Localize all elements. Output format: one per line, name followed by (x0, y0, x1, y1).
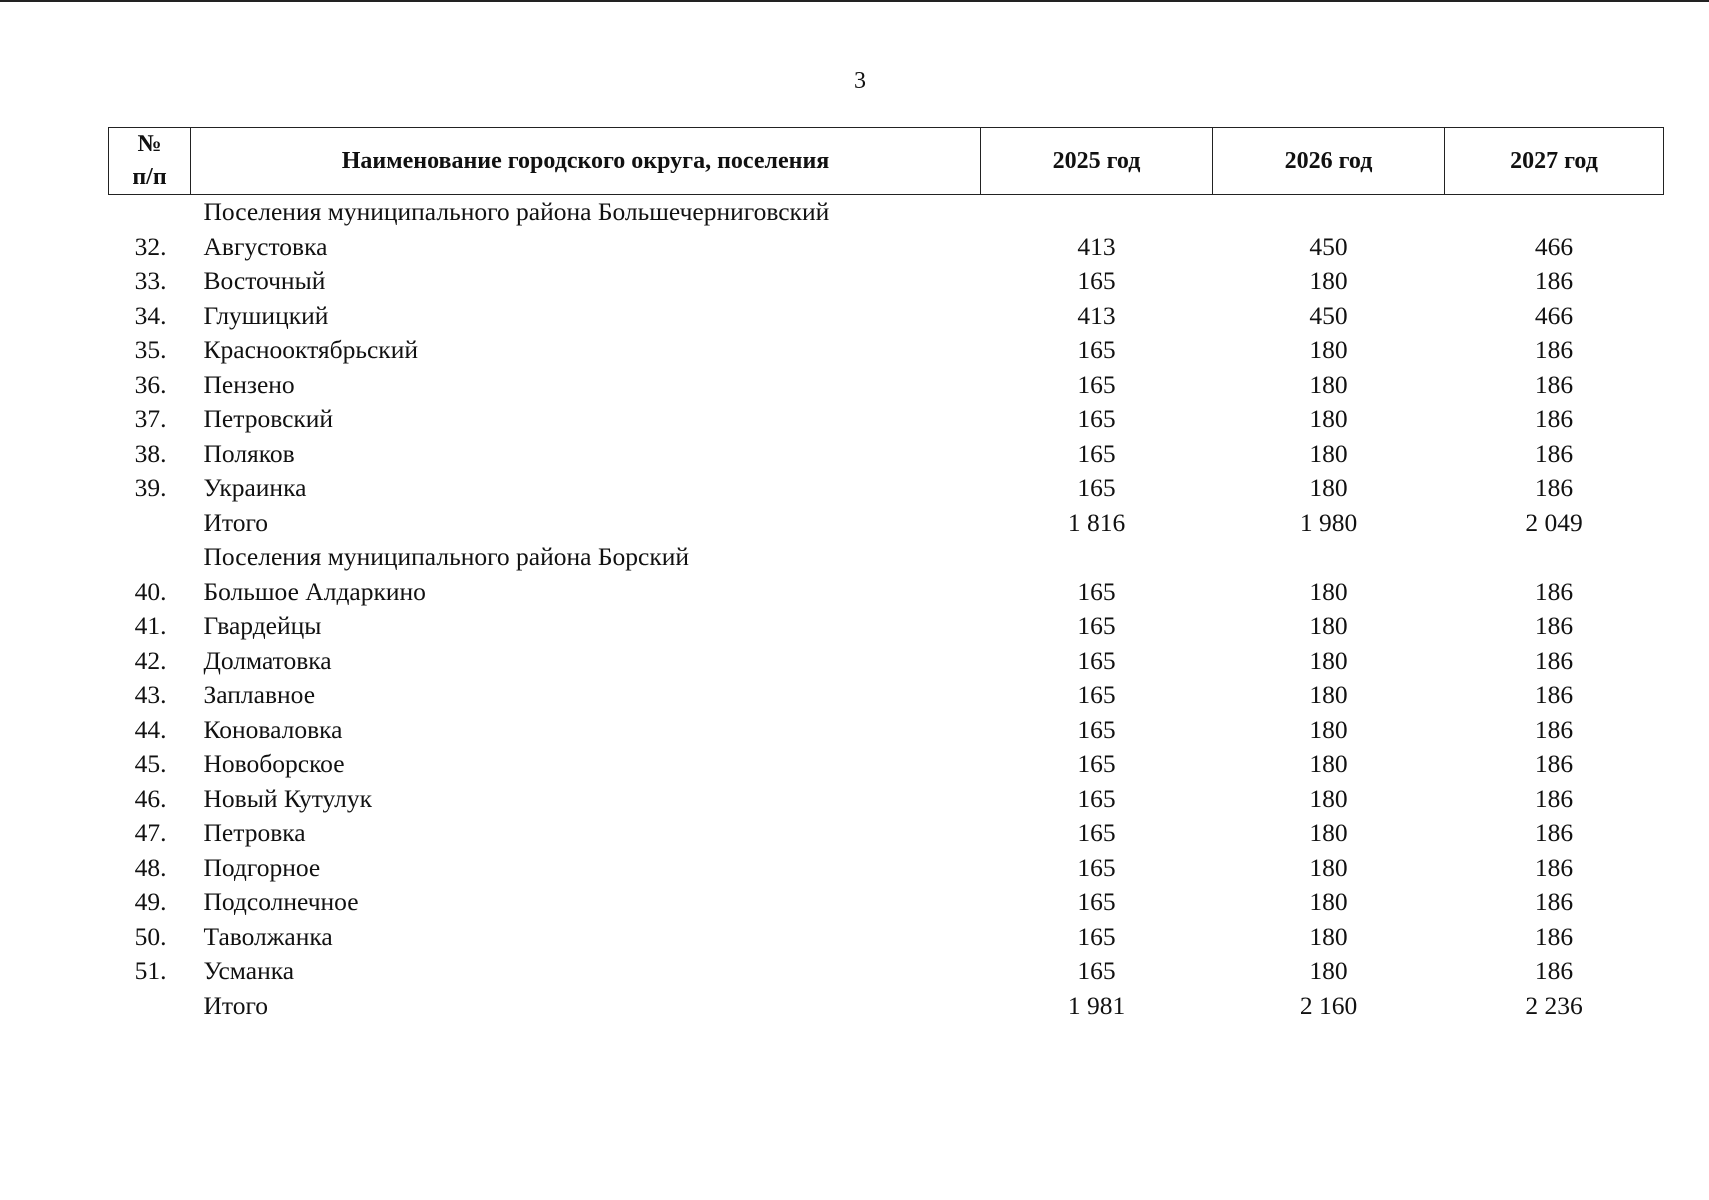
table-row (109, 368, 1664, 403)
row-number: 39. (134, 473, 167, 503)
row-number: 38. (134, 438, 167, 468)
value-2026: 180 (1309, 818, 1348, 848)
value-2025: 165 (1077, 335, 1116, 365)
row-number: 33. (134, 266, 167, 296)
value-2027: 186 (1534, 404, 1574, 434)
value-2027: 2 236 (1525, 990, 1583, 1020)
value-2025: 165 (1077, 714, 1116, 744)
value-2027: 186 (1534, 680, 1574, 710)
table-row (109, 609, 1664, 644)
value-2026: 180 (1309, 335, 1348, 365)
value-2026: 180 (1309, 887, 1348, 917)
page-number: 3 (854, 68, 866, 94)
value-2027: 2 049 (1525, 507, 1583, 537)
value-2026: 180 (1309, 783, 1348, 813)
header-name: Наименование городского округа, поселения (191, 128, 981, 195)
value-2026: 180 (1309, 852, 1348, 882)
value-2026: 450 (1309, 231, 1348, 261)
value-2025: 165 (1077, 576, 1116, 606)
header-2026: 2026 год (1213, 128, 1445, 195)
value-2027: 466 (1534, 231, 1574, 261)
row-number: 35. (134, 335, 167, 365)
row-number: 44. (134, 714, 167, 744)
value-2026: 180 (1309, 956, 1348, 986)
value-2027: 186 (1534, 576, 1574, 606)
row-number: 48. (134, 852, 167, 882)
value-2025: 165 (1077, 783, 1116, 813)
settlement-name: Подгорное (203, 852, 321, 882)
table-row (109, 471, 1664, 506)
settlement-name: Украинка (203, 473, 307, 503)
table-body (109, 195, 1664, 1024)
value-2025: 165 (1077, 266, 1116, 296)
value-2025: 165 (1077, 438, 1116, 468)
row-number-cell (109, 195, 191, 230)
row-number: 51. (134, 956, 167, 986)
settlement-name: Петровский (203, 404, 334, 434)
value-2025: 165 (1077, 749, 1116, 779)
group-heading: Поселения муниципального района Большечерниговский (203, 197, 830, 227)
header-2025: 2025 год (981, 128, 1213, 195)
table-row (109, 713, 1664, 748)
value-2025: 165 (1077, 852, 1116, 882)
value-2027: 186 (1534, 438, 1574, 468)
table-row (109, 816, 1664, 851)
value-2027: 186 (1534, 956, 1574, 986)
value-2025: 165 (1077, 956, 1116, 986)
table-row (109, 299, 1664, 334)
table-row (109, 575, 1664, 610)
header-number-abbr: п/п (132, 164, 167, 190)
row-number: 49. (134, 887, 167, 917)
value-2027: 186 (1534, 852, 1574, 882)
header-number-sign: № (137, 131, 162, 157)
total-label: Итого (203, 507, 269, 537)
value-2026: 180 (1309, 576, 1348, 606)
group-heading: Поселения муниципального района Борский (203, 542, 689, 572)
row-number: 42. (134, 645, 167, 675)
value-2027: 186 (1534, 887, 1574, 917)
table-row (109, 920, 1664, 955)
value-2025: 165 (1077, 473, 1116, 503)
value-2027: 186 (1534, 714, 1574, 744)
row-number-cell (109, 540, 191, 575)
group-heading-row (109, 540, 1664, 575)
value-2026: 180 (1309, 438, 1348, 468)
value-2026: 180 (1309, 404, 1348, 434)
table-row (109, 402, 1664, 437)
table-row (109, 437, 1664, 472)
settlement-name: Подсолнечное (203, 887, 359, 917)
row-number: 36. (134, 369, 167, 399)
row-number: 46. (134, 783, 167, 813)
value-2027: 186 (1534, 266, 1574, 296)
value-2025: 1 981 (1067, 990, 1126, 1020)
settlement-name: Глушицкий (203, 300, 329, 330)
value-2026: 180 (1309, 714, 1348, 744)
row-number: 40. (134, 576, 167, 606)
settlement-name: Долматовка (203, 645, 332, 675)
value-2027: 186 (1534, 473, 1574, 503)
total-row (109, 989, 1664, 1024)
value-2026: 180 (1309, 266, 1348, 296)
settlement-name: Гвардейцы (203, 611, 322, 641)
value-2027: 186 (1534, 611, 1574, 641)
value-2026: 2 160 (1299, 990, 1358, 1020)
value-2025: 165 (1077, 680, 1116, 710)
top-border-line (0, 0, 1709, 2)
table-row (109, 644, 1664, 679)
value-2026: 180 (1309, 473, 1348, 503)
row-number: 50. (134, 921, 167, 951)
value-2027: 186 (1534, 818, 1574, 848)
value-2025: 165 (1077, 887, 1116, 917)
settlement-name: Петровка (203, 818, 306, 848)
settlement-name: Заплавное (203, 680, 316, 710)
settlement-name: Таволжанка (203, 921, 333, 951)
table-row (109, 678, 1664, 713)
settlement-name: Краснооктябрьский (203, 335, 418, 365)
value-2027: 186 (1534, 749, 1574, 779)
value-2025: 165 (1077, 818, 1116, 848)
settlement-name: Усманка (203, 956, 295, 986)
row-number: 37. (134, 404, 167, 434)
row-number: 41. (134, 611, 167, 641)
header-2027: 2027 год (1445, 128, 1664, 195)
table-row (109, 954, 1664, 989)
value-2025: 165 (1077, 611, 1116, 641)
allocation-table (108, 127, 1664, 1023)
value-2026: 180 (1309, 749, 1348, 779)
table-row (109, 885, 1664, 920)
value-2027: 186 (1534, 645, 1574, 675)
row-number: 45. (134, 749, 167, 779)
header-number (109, 128, 191, 195)
total-label: Итого (203, 990, 269, 1020)
settlement-name: Августовка (203, 231, 328, 261)
row-number: 43. (134, 680, 167, 710)
value-2026: 450 (1309, 300, 1348, 330)
table-row (109, 230, 1664, 265)
row-number: 34. (134, 300, 167, 330)
table-row (109, 782, 1664, 817)
settlement-name: Коноваловка (203, 714, 343, 744)
value-2026: 180 (1309, 369, 1348, 399)
settlement-name: Большое Алдаркино (203, 576, 426, 606)
settlement-name: Новоборское (203, 749, 345, 779)
value-2027: 186 (1534, 369, 1574, 399)
value-2025: 165 (1077, 404, 1116, 434)
row-number: 32. (134, 231, 167, 261)
value-2025: 165 (1077, 369, 1116, 399)
row-number: 47. (134, 818, 167, 848)
value-2026: 1 980 (1299, 507, 1358, 537)
group-heading-row (109, 195, 1664, 230)
value-2027: 186 (1534, 335, 1574, 365)
settlement-name: Восточный (203, 266, 326, 296)
value-2025: 413 (1077, 300, 1116, 330)
table-header-row (109, 128, 1664, 195)
settlement-name: Новый Кутулук (203, 783, 373, 813)
value-2026: 180 (1309, 680, 1348, 710)
value-2026: 180 (1309, 611, 1348, 641)
total-row (109, 506, 1664, 541)
row-number (109, 989, 191, 1024)
table-row (109, 264, 1664, 299)
row-number (109, 506, 191, 541)
value-2025: 165 (1077, 921, 1116, 951)
value-2026: 180 (1309, 921, 1348, 951)
value-2027: 466 (1534, 300, 1574, 330)
settlement-name: Пензено (203, 369, 295, 399)
table-row (109, 747, 1664, 782)
value-2026: 180 (1309, 645, 1348, 675)
value-2025: 1 816 (1067, 507, 1126, 537)
value-2025: 413 (1077, 231, 1116, 261)
table-row (109, 851, 1664, 886)
settlement-name: Поляков (203, 438, 295, 468)
value-2025: 165 (1077, 645, 1116, 675)
table-row (109, 333, 1664, 368)
value-2027: 186 (1534, 921, 1574, 951)
value-2027: 186 (1534, 783, 1574, 813)
